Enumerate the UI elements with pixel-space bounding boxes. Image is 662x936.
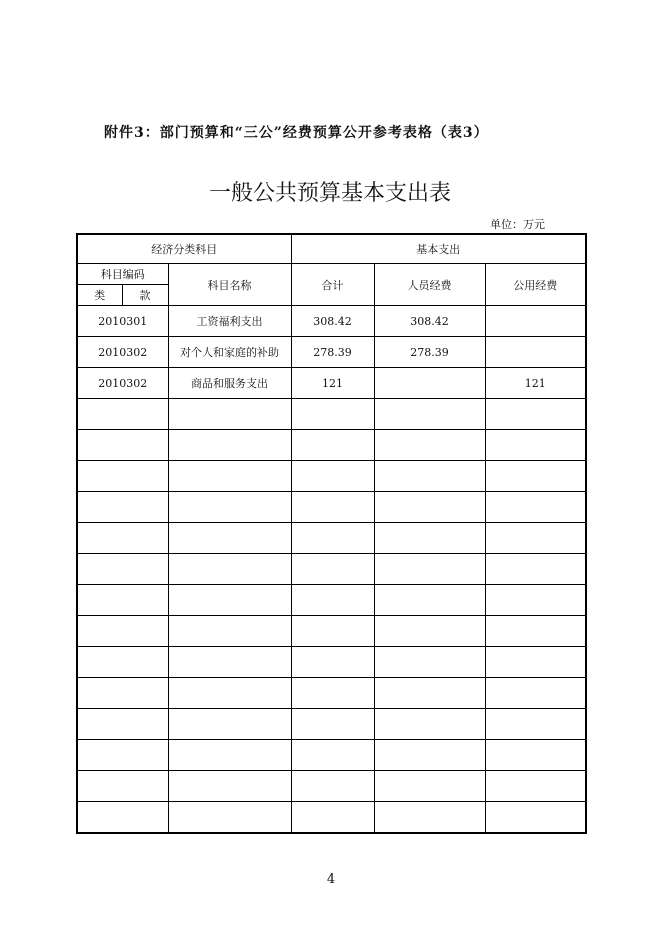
empty-row (77, 647, 586, 678)
empty-cell (168, 461, 291, 492)
empty-cell (374, 492, 485, 523)
empty-row (77, 430, 586, 461)
empty-cell (77, 678, 168, 709)
empty-cell (77, 399, 168, 430)
table-title: 一般公共预算基本支出表 (208, 181, 451, 206)
cell-public (485, 306, 586, 337)
header-public: 公用经费 (485, 264, 586, 306)
empty-cell (291, 771, 374, 802)
empty-cell (374, 740, 485, 771)
empty-cell (485, 678, 586, 709)
empty-cell (291, 802, 374, 834)
empty-cell (77, 616, 168, 647)
empty-cell (77, 647, 168, 678)
attachment-title: 附件3：部门预算和“三公”经费预算公开参考表格（表3） (104, 125, 489, 141)
empty-cell (77, 802, 168, 834)
empty-row (77, 802, 586, 834)
header-name: 科目名称 (168, 264, 291, 306)
empty-cell (485, 647, 586, 678)
empty-cell (291, 585, 374, 616)
unit-label: 单位：万元 (490, 218, 545, 231)
cell-code: 2010301 (77, 306, 168, 337)
empty-cell (374, 802, 485, 834)
empty-cell (168, 771, 291, 802)
empty-cell (485, 461, 586, 492)
empty-cell (168, 399, 291, 430)
empty-cell (291, 740, 374, 771)
empty-cell (374, 709, 485, 740)
empty-cell (485, 399, 586, 430)
empty-cell (374, 771, 485, 802)
empty-cell (485, 709, 586, 740)
cell-code: 2010302 (77, 337, 168, 368)
empty-cell (168, 430, 291, 461)
header-lei: 类 (77, 285, 122, 306)
cell-personnel: 308.42 (374, 306, 485, 337)
empty-cell (77, 430, 168, 461)
empty-cell (168, 585, 291, 616)
table-row (77, 337, 586, 368)
cell-total: 308.42 (291, 306, 374, 337)
empty-row (77, 740, 586, 771)
empty-row (77, 523, 586, 554)
empty-cell (168, 492, 291, 523)
empty-cell (291, 554, 374, 585)
empty-cell (77, 554, 168, 585)
page-number: 4 (326, 872, 336, 887)
empty-cell (485, 771, 586, 802)
empty-cell (291, 678, 374, 709)
empty-cell (374, 523, 485, 554)
cell-total: 121 (291, 368, 374, 399)
header-kuan: 款 (122, 285, 168, 306)
empty-row (77, 709, 586, 740)
empty-cell (168, 647, 291, 678)
empty-cell (485, 430, 586, 461)
empty-cell (168, 678, 291, 709)
header-code: 科目编码 (77, 264, 168, 285)
empty-cell (374, 647, 485, 678)
header-basic: 基本支出 (291, 234, 586, 264)
empty-row (77, 616, 586, 647)
cell-code: 2010302 (77, 368, 168, 399)
empty-row (77, 492, 586, 523)
empty-cell (485, 554, 586, 585)
empty-cell (77, 461, 168, 492)
cell-name: 对个人和家庭的补助 (168, 337, 291, 368)
empty-cell (291, 492, 374, 523)
table-row (77, 368, 586, 399)
empty-row (77, 554, 586, 585)
empty-row (77, 771, 586, 802)
empty-cell (485, 585, 586, 616)
empty-cell (291, 647, 374, 678)
empty-row (77, 461, 586, 492)
empty-cell (374, 430, 485, 461)
cell-total: 278.39 (291, 337, 374, 368)
empty-cell (168, 616, 291, 647)
empty-cell (77, 585, 168, 616)
empty-cell (168, 709, 291, 740)
empty-cell (485, 492, 586, 523)
empty-cell (168, 740, 291, 771)
empty-cell (374, 616, 485, 647)
empty-row (77, 399, 586, 430)
empty-cell (291, 709, 374, 740)
empty-cell (485, 523, 586, 554)
budget-table (76, 233, 587, 834)
empty-row (77, 678, 586, 709)
cell-public: 121 (485, 368, 586, 399)
empty-cell (77, 709, 168, 740)
empty-cell (168, 802, 291, 834)
empty-cell (485, 616, 586, 647)
empty-cell (485, 740, 586, 771)
empty-cell (291, 430, 374, 461)
table-row (77, 306, 586, 337)
empty-cell (291, 616, 374, 647)
header-total: 合计 (291, 264, 374, 306)
cell-public (485, 337, 586, 368)
empty-cell (168, 523, 291, 554)
empty-cell (77, 771, 168, 802)
empty-cell (374, 678, 485, 709)
header-personnel: 人员经费 (374, 264, 485, 306)
empty-cell (291, 523, 374, 554)
cell-name: 商品和服务支出 (168, 368, 291, 399)
empty-cell (374, 461, 485, 492)
empty-cell (374, 585, 485, 616)
empty-row (77, 585, 586, 616)
empty-cell (485, 802, 586, 834)
empty-cell (77, 523, 168, 554)
empty-cell (77, 740, 168, 771)
header-econ: 经济分类科目 (77, 234, 291, 264)
empty-cell (374, 554, 485, 585)
empty-cell (291, 399, 374, 430)
empty-cell (291, 461, 374, 492)
cell-name: 工资福利支出 (168, 306, 291, 337)
cell-personnel (374, 368, 485, 399)
empty-cell (77, 492, 168, 523)
empty-cell (374, 399, 485, 430)
empty-cell (168, 554, 291, 585)
cell-personnel: 278.39 (374, 337, 485, 368)
